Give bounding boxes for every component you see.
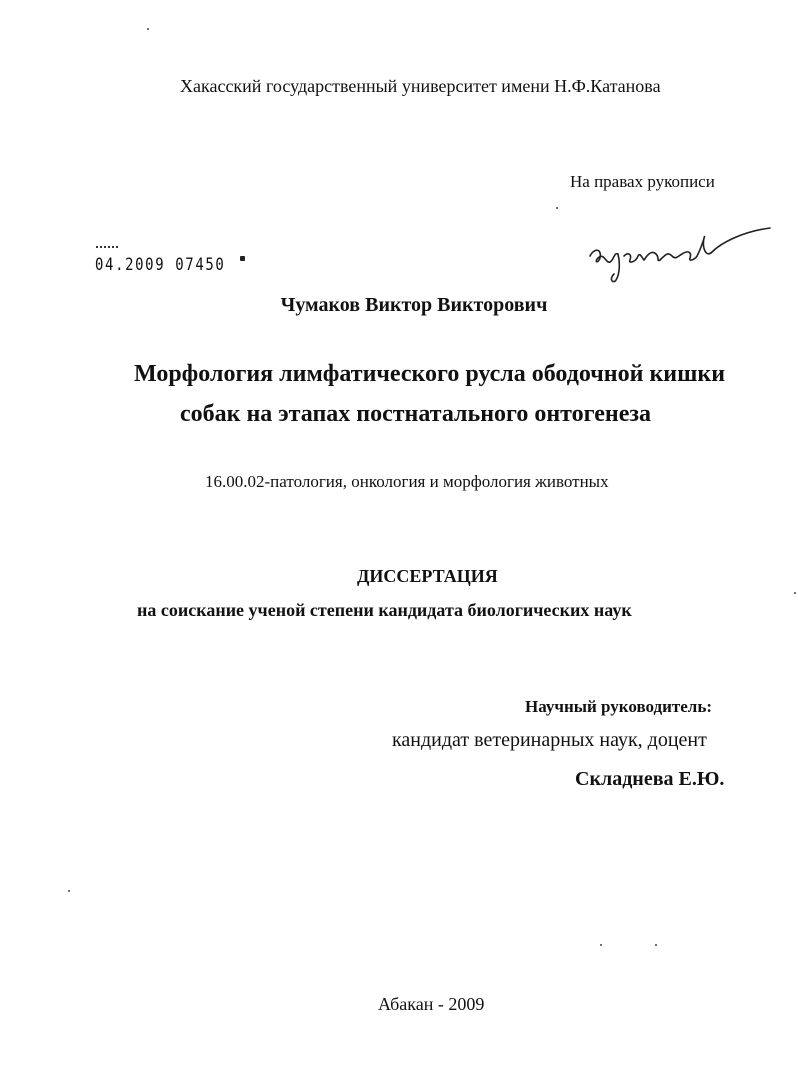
catalog-marks [96, 246, 118, 248]
scan-speck [68, 890, 70, 892]
scan-speck [655, 944, 657, 946]
advisor-name: Складнева Е.Ю. [575, 768, 725, 790]
specialty-code: 16.00.02-патология, онкология и морфология животных [205, 472, 609, 491]
advisor-label: Научный руководитель: [525, 697, 712, 716]
scan-speck [794, 592, 796, 594]
advisor-title: кандидат ветеринарных наук, доцент [392, 729, 707, 751]
catalog-dot [240, 256, 245, 261]
scan-speck [556, 207, 558, 209]
handwritten-signature [580, 218, 780, 288]
dissertation-title-line-1: Морфология лимфатического русла ободочной кишки [134, 361, 726, 387]
place-and-year: Абакан - 2009 [378, 994, 485, 1014]
manuscript-note: На правах рукописи [570, 172, 715, 191]
scan-speck [600, 944, 602, 946]
dissertation-title-line-2: собак на этапах постнатального онтогенеза [180, 401, 651, 427]
author-name: Чумаков Виктор Викторович [280, 294, 548, 316]
scan-speck [147, 28, 149, 30]
document-type: ДИССЕРТАЦИЯ [357, 566, 498, 586]
catalog-number: 04.2009 07450 [95, 255, 226, 275]
university-name: Хакасский государственный университет имени Н.Ф.Катанова [180, 76, 661, 96]
degree-statement: на соискание ученой степени кандидата биологических наук [137, 600, 632, 620]
